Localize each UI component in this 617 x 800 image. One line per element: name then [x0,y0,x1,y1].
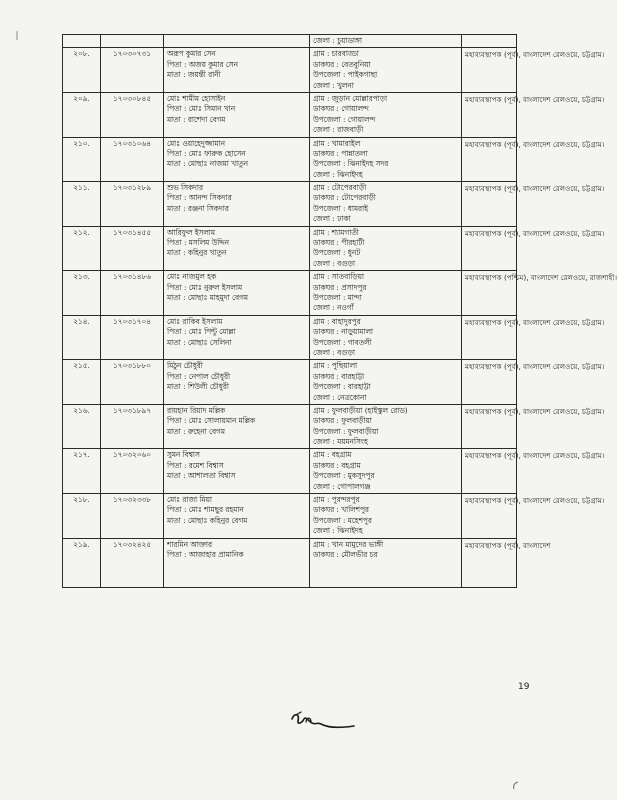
cell-address [310,226,462,271]
cell-posting: মহাব্যবস্থাপক (পূর্ব), বাংলাদেশ রেলওয়ে, চট্টগ্রাম। [462,92,517,137]
address-village: গ্রাম : বাহাদুরপুর [313,316,361,326]
candidate-name: আরিফুল ইসলাম [167,227,215,237]
cell-address [310,404,462,449]
father-name: পিতা : মসলিম উদ্দিন [167,238,230,248]
table-row [63,449,517,494]
cell-roll: ১৭০৩১০৬৪ [101,137,164,182]
cell-serial: ২১৫. [63,360,101,405]
address-upazila: উপজেলা : মান্দা [313,293,362,302]
candidate-table-body [63,35,617,588]
address-district: জেলা : বগুড়া [313,347,355,357]
address-village: গ্রাম : সাতবাড়িয়া [313,272,365,282]
table-row [63,538,517,587]
cell-address [310,360,462,405]
address-post-office: ডাকঘর : পান্নাতলা [313,148,368,158]
father-name: পিতা : রমেশ বিশ্বাস [167,460,224,470]
mother-name: মাতা : রুহেনা বেগম [167,426,225,436]
address-upazila [313,560,458,570]
cell-posting: মহাব্যবস্থাপক (পূর্ব), বাংলাদেশ রেলওয়ে, চট্টগ্রাম। [462,404,517,449]
mother-name: মাতা : কহিনুর খাতুন [167,248,227,258]
cell-serial: ২১৮. [63,494,101,539]
address-post-office: ডাকঘর : পীরহাটী [313,238,365,248]
address-district: জেলা : ঝিনাইদহ [313,169,363,179]
cell-name [164,182,310,227]
address-post-office: ডাকঘর : ফুলবাড়ীয়া [313,416,372,426]
father-name: পিতা : মোঃ ফারুক হোসেন [167,148,246,158]
cell-posting: মহাব্যবস্থাপক (পূর্ব), বাংলাদেশ [462,538,517,587]
cell-serial: ২১৯. [63,538,101,587]
cell-address [310,182,462,227]
father-name: পিতা : আনন্দ সিকদার [167,193,232,203]
address-post-office: ডাকঘর : বেতবুনিয়া [313,59,371,69]
table-row [63,404,517,449]
address-district: জেলা : নেত্রকোনা [313,392,367,402]
cell-roll: ১৭০৩১৮৯৭ [101,404,164,449]
cell-posting: মহাব্যবস্থাপক (পূর্ব), বাংলাদেশ রেলওয়ে, চট্টগ্রাম। [462,449,517,494]
candidate-name: মোঃ রাজা মিয়া [167,495,212,505]
mother-name: মাতা : মোছাঃ কহিনুর বেগম [167,515,248,525]
mother-name: মাতা : মোছাঃ সেলিনা [167,337,232,347]
cell-roll: ১৭০৩১২৮৯ [101,182,164,227]
cell-serial: ২১০. [63,137,101,182]
candidate-name: শুভ সিকদার [167,183,204,193]
cell-serial: ২১৩. [63,271,101,316]
cell-name [164,35,310,48]
address-post-office: ডাকঘর : গোয়ালন্দ [313,104,369,114]
table-row [63,360,517,405]
father-name: পিতা : মোঃ সোলায়মান মল্লিক [167,416,256,426]
cell-posting [462,35,517,48]
cell-serial: ২০৮. [63,48,101,93]
address-post-office: ডাকঘর : বহগ্রাম [313,460,361,470]
address-upazila: উপজেলা : বারহাট্টা [313,382,371,392]
cell-name [164,404,310,449]
page-number: 19 [518,682,530,692]
father-name: পিতা : নেপাল চৌধুরী [167,371,231,381]
address-village: গ্রাম : বহগ্রাম [313,450,352,460]
address-district: জেলা : ঝিনাইদহ [313,526,363,536]
cell-serial: ২১৭. [63,449,101,494]
table-row [63,494,517,539]
candidate-name: রায়হান রিয়াদ মল্লিক [167,405,226,415]
table-row [63,48,517,93]
mother-name: মাতা : মোছাঃ মাহমুদা বেগম [167,293,248,302]
cell-name [164,449,310,494]
cell-serial: ২১৬. [63,404,101,449]
continued-row [63,35,517,48]
cell-posting: মহাব্যবস্থাপক (পশ্চিম), বাংলাদেশ রেলওয়ে, রাজশাহী। [462,271,517,316]
cell-serial: ২১৪. [63,315,101,360]
cell-roll: ১৭০৩১৪৮৬ [101,271,164,316]
cell-address: জেলা : চুয়াডাঙ্গা [310,35,462,48]
cell-address [310,449,462,494]
cell-serial: ২০৯. [63,92,101,137]
address-upazila: উপজেলা : ধুনট [313,248,361,258]
cell-name [164,271,310,316]
cell-address [310,494,462,539]
table-row [63,271,517,316]
cell-posting: মহাব্যবস্থাপক (পূর্ব), বাংলাদেশ রেলওয়ে, চট্টগ্রাম। [462,226,517,271]
cell-posting: মহাব্যবস্থাপক (পূর্ব), বাংলাদেশ রেলওয়ে, চট্টগ্রাম। [462,48,517,93]
mother-name: মাতা : রাশেদা বেগম [167,114,226,124]
mother-name [167,560,306,570]
address-upazila: উপজেলা : গাবতলী [313,337,372,347]
address-village: গ্রাম : খান মামুদের ভাঙ্গী [313,539,384,549]
table-row [63,226,517,271]
cell-name [164,494,310,539]
address-post-office: ডাকঘর : টোপেরবাড়ী [313,193,376,203]
mother-name: মাতা : শিউলী চৌধুরী [167,382,229,392]
cell-posting: মহাব্যবস্থাপক (পূর্ব), বাংলাদেশ রেলওয়ে, চট্টগ্রাম। [462,182,517,227]
address-village: গ্রাম : খামারাইল [313,138,361,148]
cell-name [164,226,310,271]
address-upazila: উপজেলা : মুকসুদপুর [313,471,375,481]
table-row [63,182,517,227]
cell-serial: ২১১. [63,182,101,227]
cell-roll: ১৭০৩১৭০৪ [101,315,164,360]
candidate-name: মোঃ নাজমুল হক [167,272,217,282]
candidate-name: মোঃ রাকিব ইসলাম [167,316,223,326]
mother-name: মাতা : মোছাঃ নাজমা খাতুন [167,159,248,169]
cell-roll: ১৭০৩০৭৩১ [101,48,164,93]
cell-address [310,137,462,182]
cell-posting: মহাব্যবস্থাপক (পূর্ব), বাংলাদেশ রেলওয়ে, চট্টগ্রাম। [462,360,517,405]
cell-serial: ২১২. [63,226,101,271]
address-village: গ্রাম : চারবাড্ডা [313,49,359,59]
father-name: পিতা : মোঃ নুরুল ইসলাম [167,282,242,292]
table-row [63,137,517,182]
candidate-name: শারমিন আক্তার [167,539,212,549]
cell-posting: মহাব্যবস্থাপক (পূর্ব), বাংলাদেশ রেলওয়ে, চট্টগ্রাম। [462,315,517,360]
cell-name [164,48,310,93]
cell-serial [63,35,101,48]
address-post-office: ডাকঘর : বারহাট্টা [313,371,365,381]
cell-roll [101,35,164,48]
address-district: জেলা : রাজবাড়ী [313,125,364,135]
address-district: জেলা : বগুড়া [313,258,355,268]
cell-address [310,538,462,587]
cell-address [310,315,462,360]
cell-roll: ১৭০৩২৪২৫ [101,538,164,587]
address-district: জেলা : গোপালগঞ্জ [313,481,371,491]
cell-roll: ১৭০৩২০৬০ [101,449,164,494]
cell-address [310,48,462,93]
address-upazila: উপজেলা : মহেশপুর [313,515,372,525]
cell-address [310,271,462,316]
father-name: পিতা : মোঃ পিন্টু মোল্লা [167,327,236,337]
cell-name [164,137,310,182]
cell-roll: ১৭০৩০৮৪৫ [101,92,164,137]
signature-icon [288,709,358,737]
candidate-table [62,34,617,588]
candidate-name: মিঠুন চৌধুরী [167,361,203,371]
cell-roll: ১৭০৩২৩৩৮ [101,494,164,539]
address-upazila: উপজেলা : পাইকগাছা [313,70,378,80]
father-name: পিতা : অজয় কুমার সেন [167,59,238,69]
address-post-office: ডাকঘর : নাড়ুয়ামালা [313,327,374,337]
address-village: গ্রাম : পুছিয়ালা [313,361,358,371]
mother-name: মাতা : জয়ন্তী রানী [167,70,221,80]
cell-posting: মহাব্যবস্থাপক (পূর্ব), বাংলাদেশ রেলওয়ে, চট্টগ্রাম। [462,494,517,539]
address-district: জেলা : ঢাকা [313,214,351,224]
address-village: গ্রাম : জুড়ান মোল্লারপাড়া [313,93,388,103]
cell-roll: ১৭০৩১৮৮০ [101,360,164,405]
candidate-name: মোঃ ওয়াহেদুজ্জামান [167,138,226,148]
address-district [313,571,458,581]
scan-mark-icon [511,780,521,790]
cell-name [164,315,310,360]
address-district: জেলা : ময়মনসিংহ [313,437,368,447]
candidate-name: মোঃ শামীম হোসাইন [167,93,226,103]
cell-posting: মহাব্যবস্থাপক (পূর্ব), বাংলাদেশ রেলওয়ে, চট্টগ্রাম। [462,137,517,182]
cell-roll: ১৭০৩১৪৫৫ [101,226,164,271]
address-post-office: ডাকঘর : খালিশপুর [313,505,369,515]
candidate-name: অরূপ কুমার সেন [167,49,216,59]
mother-name: মাতা : রঞ্জনা সিকদার [167,203,229,213]
cell-name [164,360,310,405]
address-upazila: উপজেলা : ধামরাই [313,203,368,213]
address-upazila: উপজেলা : ফুলবাড়ীয়া [313,426,379,436]
address-upazila: উপজেলা : গোয়ালন্দ [313,114,376,124]
address-post-office: ডাকঘর : প্রসাদপুর [313,282,367,292]
address-district: জেলা : খুলনা [313,80,354,90]
address-village: গ্রাম : পুরন্দরপুর [313,495,360,505]
father-name: পিতা : মোঃ সিমান খান [167,104,236,114]
table-row [63,315,517,360]
cell-name [164,538,310,587]
address-upazila: উপজেলা : ঝিনাইদহ সদর [313,159,389,169]
cell-address [310,92,462,137]
table-row [63,92,517,137]
scan-mark-icon [13,30,21,42]
candidate-name: সুমন বিশ্বাস [167,450,200,460]
address-village: গ্রাম : টোপেরবাড়ী [313,183,367,193]
cell-name [164,92,310,137]
father-name: পিতা : মোঃ শামছুর রহমান [167,505,244,515]
mother-name: মাতা : আশালতা বিশ্বাস [167,471,236,481]
address-district: জেলা : নওগাঁ [313,303,354,313]
father-name: পিতা : আজাহার প্রামানিক [167,549,244,559]
address-village: গ্রাম : ফুলবাড়ীয়া (হাইস্কুল রোড) [313,405,408,415]
address-post-office: ডাকঘর : মৌলভীর চর [313,549,378,559]
address-village: গ্রাম : শ্যামগাতী [313,227,359,237]
